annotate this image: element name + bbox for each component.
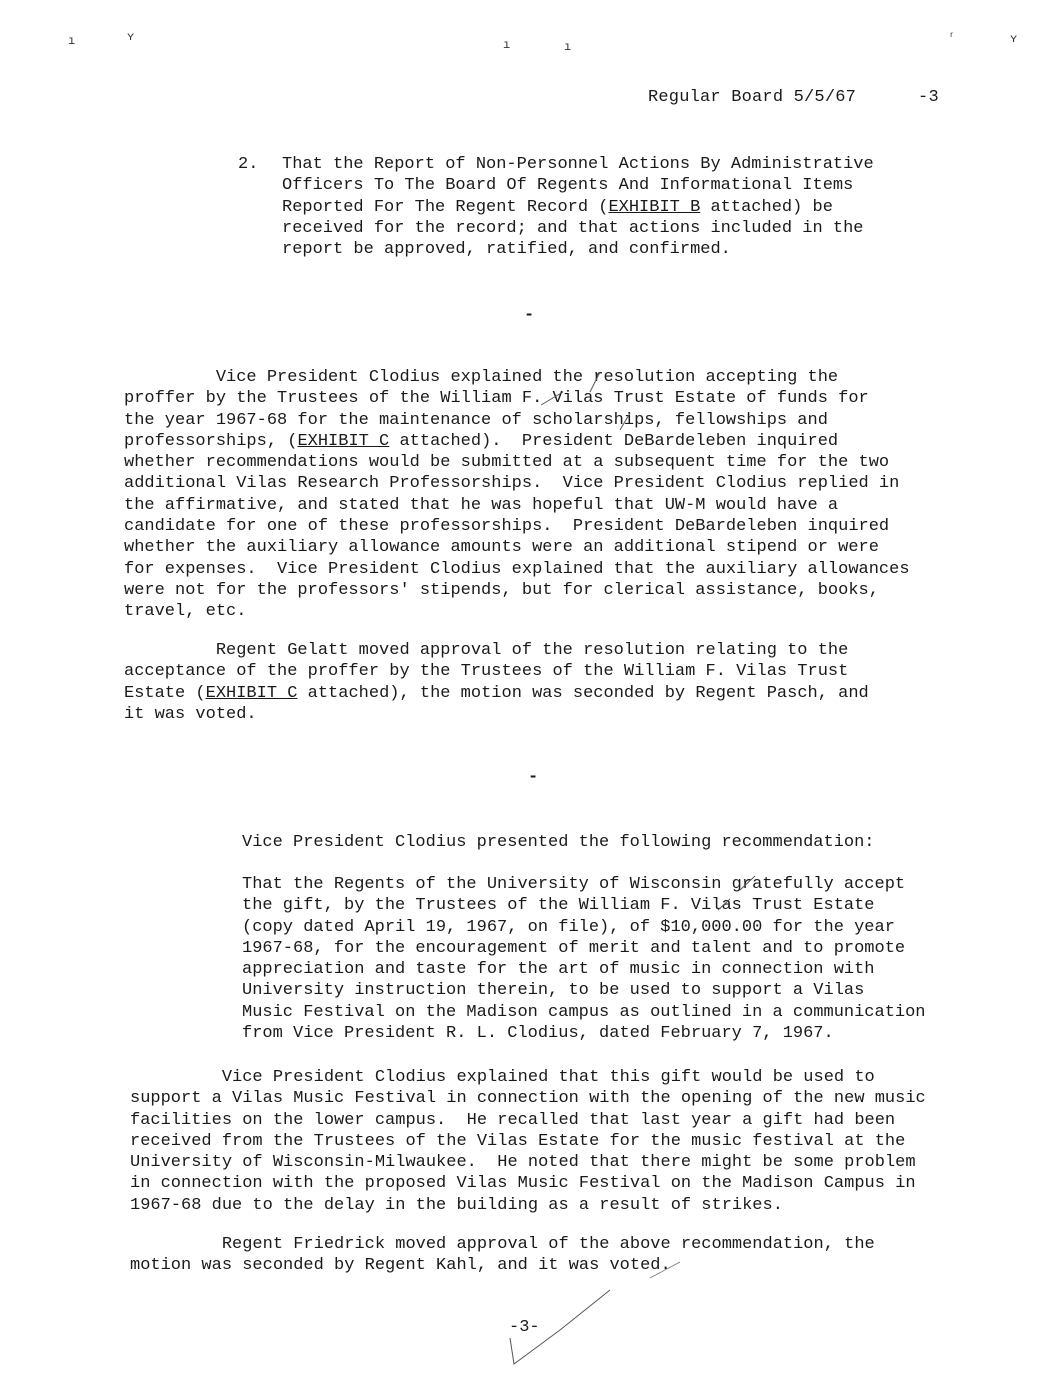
header-title: Regular Board 5/5/67 bbox=[648, 88, 857, 107]
text-line: proffer by the Trustees of the William F. Vilas Trust Estate of funds for bbox=[124, 389, 869, 409]
paragraph-vilas-professorships bbox=[124, 367, 910, 623]
text-line: whether the auxiliary allowance amounts were an additional stipend or were bbox=[124, 538, 879, 558]
text-line: appreciation and taste for the art of music in connection with bbox=[242, 960, 875, 980]
text-line: University of Wisconsin-Milwaukee. He noted that there might be some problem bbox=[130, 1153, 916, 1173]
item-line: report be approved, ratified, and confirmed. bbox=[282, 240, 731, 260]
text-line: Vice President Clodius explained the resolution accepting the bbox=[124, 368, 839, 387]
text-line: additional Vilas Research Professorships. Vice President Clodius replied in bbox=[124, 474, 900, 494]
text-line: travel, etc. bbox=[124, 602, 247, 622]
text-line: candidate for one of these professorships. President DeBardeleben inquired bbox=[124, 517, 890, 537]
text-line: were not for the professors' stipends, but for clerical assistance, books, bbox=[124, 580, 879, 600]
item-line: Officers To The Board Of Regents And Informational Items bbox=[282, 176, 854, 196]
text-line: it was voted. bbox=[124, 704, 257, 724]
text-line: Regent Friedrick moved approval of the above recommendation, the bbox=[130, 1235, 875, 1254]
text-line: University instruction therein, to be used to support a Vilas bbox=[242, 981, 865, 1001]
scan-speck: ı bbox=[564, 40, 572, 54]
page-footer-number: -3- bbox=[509, 1318, 540, 1337]
text-line: the affirmative, and stated that he was hopeful that UW-M would have a bbox=[124, 495, 839, 515]
recommendation-text bbox=[242, 874, 926, 1044]
item-line: That the Report of Non-Personnel Actions By Administrative bbox=[282, 155, 874, 174]
text-line: professorships, ( bbox=[124, 431, 298, 451]
text-line: from Vice President R. L. Clodius, dated February 7, 1967. bbox=[242, 1024, 834, 1044]
scan-speck: ı bbox=[503, 38, 511, 52]
text-line: 1967-68 due to the delay in the building as a result of strikes. bbox=[130, 1195, 783, 1215]
text-line: support a Vilas Music Festival in connection with the opening of the new music bbox=[130, 1089, 926, 1109]
text-line: That the Regents of the University of Wisconsin gratefully accept bbox=[242, 875, 906, 894]
item-number: 2. bbox=[238, 155, 259, 174]
section-separator: - bbox=[524, 306, 535, 325]
exhibit-b-ref: EXHIBIT B bbox=[608, 197, 701, 217]
paragraph-gelatt-motion bbox=[124, 640, 869, 725]
text-line: 1967-68, for the encouragement of merit and talent and to promote bbox=[242, 938, 906, 958]
page-header bbox=[648, 88, 939, 107]
text-line: Music Festival on the Madison campus as outlined in a communication bbox=[242, 1002, 926, 1022]
item-text bbox=[282, 154, 874, 260]
text-line: motion was seconded by Regent Kahl, and it was voted. bbox=[130, 1256, 671, 1276]
text-line: whether recommendations would be submitted at a subsequent time for the two bbox=[124, 453, 890, 473]
paragraph-friedrick-motion bbox=[130, 1234, 875, 1277]
text-line: the year 1967-68 for the maintenance of scholarships, fellowships and bbox=[124, 410, 828, 430]
text-line: for expenses. Vice President Clodius explained that the auxiliary allowances bbox=[124, 559, 910, 579]
paragraph-music-festival bbox=[130, 1067, 926, 1216]
text-line: the gift, by the Trustees of the William F. Vilas Trust Estate bbox=[242, 896, 875, 916]
text-line: (copy dated April 19, 1967, on file), of $10,000.00 for the year bbox=[242, 917, 895, 937]
scan-speck: ʳ bbox=[948, 30, 956, 44]
item-line: received for the record; and that actions included in the bbox=[282, 218, 864, 238]
resolution-item-2 bbox=[238, 154, 874, 260]
exhibit-c-ref: EXHIBIT C bbox=[297, 431, 390, 451]
text-line: attached). President DeBardeleben inquired bbox=[389, 431, 839, 451]
exhibit-c-ref: EXHIBIT C bbox=[205, 683, 298, 703]
paragraph-recommendation-intro bbox=[242, 832, 875, 853]
text-line: acceptance of the proffer by the Trustees of the William F. Vilas Trust bbox=[124, 662, 849, 682]
text-line: Vice President Clodius explained that this gift would be used to bbox=[130, 1068, 875, 1087]
scan-speck: ʏ bbox=[1010, 32, 1018, 46]
scan-speck: ʏ bbox=[127, 30, 135, 44]
text-line: Estate ( bbox=[124, 683, 206, 703]
item-line: attached) be bbox=[700, 197, 833, 217]
section-separator: - bbox=[528, 768, 539, 787]
text-line: in connection with the proposed Vilas Music Festival on the Madison Campus in bbox=[130, 1174, 916, 1194]
text-line: attached), the motion was seconded by Regent Pasch, and bbox=[297, 683, 869, 703]
scan-speck: ı bbox=[68, 34, 76, 48]
text-line: Regent Gelatt moved approval of the resolution relating to the bbox=[124, 641, 849, 660]
header-page-ref: -3 bbox=[918, 88, 939, 107]
text-line: facilities on the lower campus. He recalled that last year a gift had been bbox=[130, 1110, 896, 1130]
item-line: Reported For The Regent Record ( bbox=[282, 197, 609, 217]
text-line: Vice President Clodius presented the following recommendation: bbox=[242, 833, 875, 852]
text-line: received from the Trustees of the Vilas Estate for the music festival at the bbox=[130, 1131, 906, 1151]
